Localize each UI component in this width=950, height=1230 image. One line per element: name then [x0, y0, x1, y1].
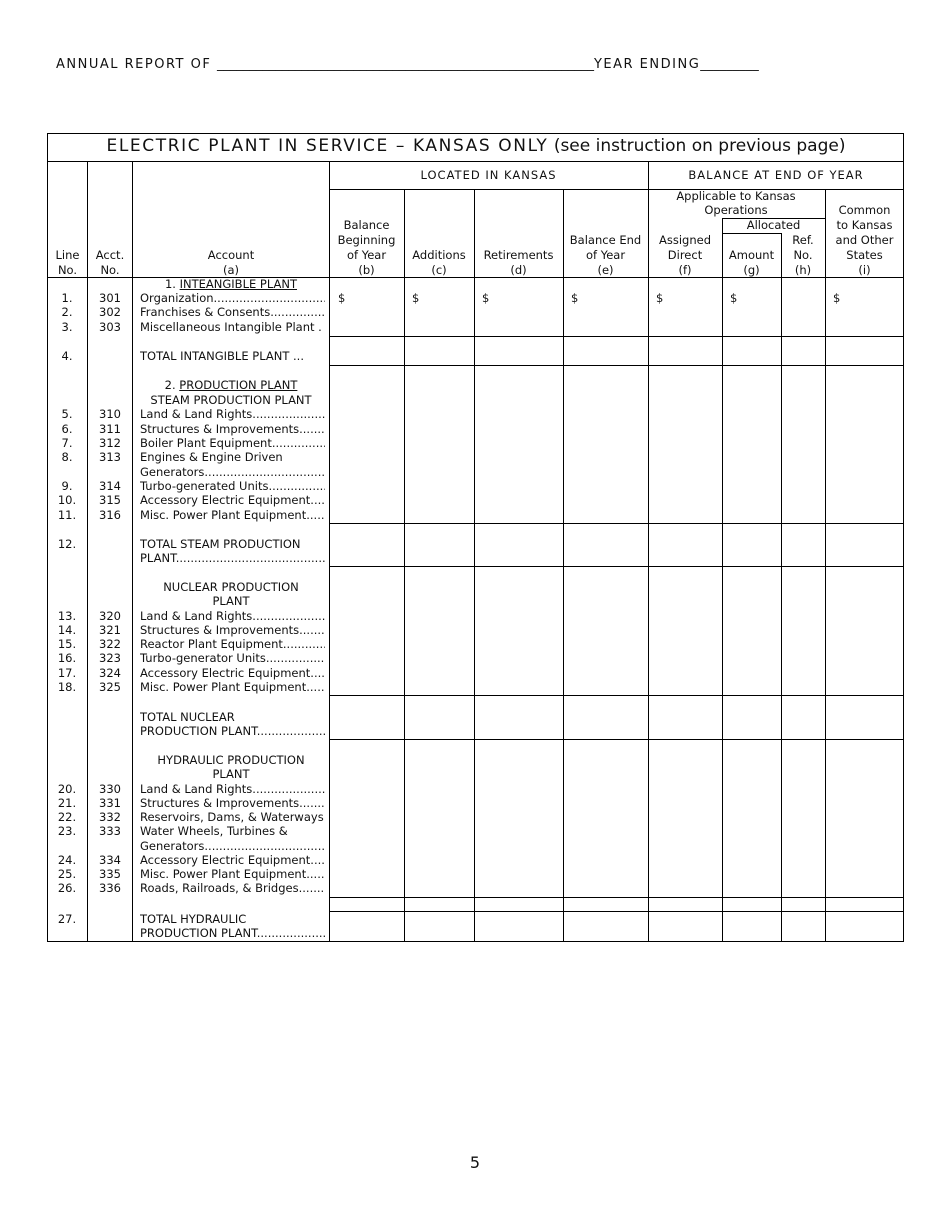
section-number: 2.: [164, 378, 176, 392]
account-name: [140, 926, 325, 940]
rule: [329, 911, 904, 912]
col-account-label: Account: [207, 248, 255, 262]
rule: [329, 695, 904, 696]
leader-dots: [299, 623, 325, 637]
account-name-text: Misc. Power Plant Equipment: [140, 867, 307, 881]
account-name-text: PRODUCTION PLANT: [140, 926, 257, 940]
account-number: 324: [99, 666, 121, 680]
leader-dots: [270, 305, 325, 319]
leader-dots: [310, 853, 325, 867]
account-name-text: Structures & Improvements: [140, 796, 300, 810]
leader-dots: [310, 666, 325, 680]
col-common: [825, 203, 904, 278]
account-name-text: Turbo-generator Units: [140, 651, 266, 665]
account-name-text: Accessory Electric Equipment: [140, 666, 311, 680]
rule: [329, 189, 904, 190]
col-acct-no-label: Acct. No.: [95, 248, 125, 277]
account-name: [140, 407, 325, 421]
line-number: 27.: [57, 912, 77, 926]
account-name: Reservoirs, Dams, & Waterways: [140, 810, 324, 824]
dollar-sign: $: [656, 291, 664, 305]
col-balance-beginning: [329, 218, 404, 278]
account-name: Engines & Engine Driven: [140, 450, 283, 464]
col-balance-end: [563, 233, 648, 278]
leader-dots: [268, 479, 325, 493]
account-name-text: Generators: [140, 465, 205, 479]
account-name-text: Land & Land Rights: [140, 782, 253, 796]
col-assigned-direct-label: Assigned Direct: [658, 233, 711, 262]
line-number: 26.: [57, 881, 77, 895]
table-title-main: ELECTRIC PLANT IN SERVICE – KANSAS ONLY: [106, 136, 549, 156]
col-ref-no: [781, 233, 825, 278]
line-number: 10.: [57, 493, 77, 507]
account-name-text: Structures & Improvements: [140, 422, 300, 436]
line-number: 11.: [57, 508, 77, 522]
leader-dots: [310, 493, 325, 507]
line-number: 9.: [61, 479, 73, 493]
col-line-no: [48, 248, 87, 278]
line-number: 12.: [57, 537, 77, 551]
account-number: 310: [99, 407, 121, 421]
account-number: 336: [99, 881, 121, 895]
account-name: [140, 609, 325, 623]
account-number: 315: [99, 493, 121, 507]
leader-dots: [283, 637, 325, 651]
line-number: 6.: [61, 422, 73, 436]
dollar-sign: $: [833, 291, 841, 305]
line-number: 1.: [61, 291, 73, 305]
account-name-text: Reactor Plant Equipment: [140, 637, 283, 651]
leader-dots: [306, 508, 325, 522]
account-number: 311: [99, 422, 121, 436]
col-common-letter: (i): [858, 263, 871, 277]
account-name-text: Generators: [140, 839, 205, 853]
col-balance-beginning-letter: (b): [358, 263, 375, 277]
account-name: TOTAL HYDRAULIC: [140, 912, 247, 926]
section-heading: [134, 378, 328, 392]
rule: [404, 189, 405, 942]
line-number: 17.: [57, 666, 77, 680]
col-ref-no-letter: (h): [794, 263, 812, 277]
subsection-heading: STEAM PRODUCTION PLANT: [150, 393, 312, 407]
leader-dots: [252, 782, 325, 796]
account-number: 303: [99, 320, 121, 334]
account-name: Water Wheels, Turbines &: [140, 824, 288, 838]
balance-end-of-year-header: BALANCE AT END OF YEAR: [688, 168, 864, 182]
rule: [329, 365, 904, 366]
line-number: 20.: [57, 782, 77, 796]
year-ending-label: YEAR ENDING: [593, 57, 701, 72]
leader-dots: [306, 680, 325, 694]
account-number: 332: [99, 810, 121, 824]
account-number: 335: [99, 867, 121, 881]
account-name: TOTAL INTANGIBLE PLANT ...: [140, 349, 304, 363]
account-number: 320: [99, 609, 121, 623]
account-number: 301: [99, 291, 121, 305]
line-number: 16.: [57, 651, 77, 665]
leader-dots: [266, 651, 325, 665]
leader-dots: [299, 796, 325, 810]
col-retirements: [474, 248, 563, 278]
rule: [329, 336, 904, 337]
account-name-text: Misc. Power Plant Equipment: [140, 680, 307, 694]
rule: [722, 233, 781, 234]
rule: [329, 566, 904, 567]
line-number: 13.: [57, 609, 77, 623]
account-name: [140, 493, 325, 507]
leader-dots: [299, 881, 325, 895]
account-name: [140, 782, 325, 796]
account-name-text: Accessory Electric Equipment: [140, 853, 311, 867]
account-number: 325: [99, 680, 121, 694]
account-name: [140, 724, 325, 738]
rule: [329, 739, 904, 740]
col-amount-letter: (g): [743, 263, 760, 277]
account-name: TOTAL STEAM PRODUCTION: [140, 537, 301, 551]
dollar-sign: $: [338, 291, 346, 305]
col-account: [133, 248, 329, 278]
col-balance-end-letter: (e): [597, 263, 614, 277]
leader-dots: [204, 465, 325, 479]
account-name: [140, 853, 325, 867]
rule: [132, 161, 133, 942]
col-balance-end-label: Balance End of Year: [569, 233, 642, 262]
line-number: 21.: [57, 796, 77, 810]
account-number: 323: [99, 651, 121, 665]
rule: [329, 161, 330, 942]
rule: [563, 189, 564, 942]
leader-dots: [252, 609, 325, 623]
col-additions-label: Additions: [412, 248, 466, 262]
leader-dots: [176, 551, 325, 565]
account-name-text: Roads, Railroads, & Bridges: [140, 881, 299, 895]
account-name-text: Misc. Power Plant Equipment: [140, 508, 307, 522]
col-additions: [404, 248, 474, 278]
rule: [329, 897, 904, 898]
account-number: 331: [99, 796, 121, 810]
rule: [722, 218, 723, 942]
account-number: 312: [99, 436, 121, 450]
annual-report-of-label: ANNUAL REPORT OF: [56, 57, 212, 72]
subsection-title: NUCLEAR PRODUCTION PLANT: [163, 580, 299, 609]
leader-dots: [272, 436, 325, 450]
col-assigned-direct-letter: (f): [678, 263, 692, 277]
account-name: TOTAL NUCLEAR: [140, 710, 235, 724]
account-number: 334: [99, 853, 121, 867]
rule: [47, 161, 904, 162]
account-number: 313: [99, 450, 121, 464]
account-number: 330: [99, 782, 121, 796]
account-name: [140, 508, 325, 522]
section-title: PRODUCTION PLANT: [179, 378, 298, 392]
account-name-text: Accessory Electric Equipment: [140, 493, 311, 507]
account-name: [140, 839, 325, 853]
dollar-sign: $: [571, 291, 579, 305]
account-name: [140, 551, 325, 565]
line-number: 8.: [61, 450, 73, 464]
section-title: INTEANGIBLE PLANT: [179, 277, 298, 291]
account-number: 321: [99, 623, 121, 637]
account-name: [140, 637, 325, 651]
rule: [825, 189, 826, 942]
account-name: [140, 680, 325, 694]
section-heading: [134, 277, 328, 291]
leader-dots: [252, 407, 325, 421]
col-additions-letter: (c): [431, 263, 447, 277]
account-name: [140, 436, 325, 450]
line-number: 14.: [57, 623, 77, 637]
dollar-sign: $: [412, 291, 420, 305]
account-name-text: Boiler Plant Equipment: [140, 436, 272, 450]
dollar-sign: $: [730, 291, 738, 305]
applicable-to-kansas-header: Applicable to Kansas Operations: [676, 189, 796, 217]
col-amount: [722, 248, 781, 278]
page-number: 5: [469, 1153, 481, 1172]
subsection-title: HYDRAULIC PRODUCTION PLANT: [157, 753, 305, 782]
account-name: [140, 291, 325, 305]
line-number: 4.: [61, 349, 73, 363]
account-number: 302: [99, 305, 121, 319]
line-number: 15.: [57, 637, 77, 651]
account-number: 322: [99, 637, 121, 651]
account-name: [140, 796, 325, 810]
account-name: [140, 422, 325, 436]
leader-dots: [299, 422, 325, 436]
leader-dots: [257, 724, 325, 738]
col-assigned-direct: [648, 233, 722, 278]
col-amount-label: Amount: [728, 248, 775, 262]
account-name: [140, 881, 325, 895]
dollar-sign: $: [482, 291, 490, 305]
account-name: [140, 305, 325, 319]
line-number: 3.: [61, 320, 73, 334]
line-number: 24.: [57, 853, 77, 867]
company-name-field[interactable]: __________________________________________________________: [216, 57, 594, 72]
account-name: [140, 867, 325, 881]
account-number: 333: [99, 824, 121, 838]
located-in-kansas-header: LOCATED IN KANSAS: [420, 168, 557, 182]
account-name-text: Structures & Improvements: [140, 623, 300, 637]
col-retirements-letter: (d): [510, 263, 527, 277]
account-number: 314: [99, 479, 121, 493]
table-title: [48, 136, 904, 156]
subsection-heading: [146, 580, 316, 609]
line-number: 18.: [57, 680, 77, 694]
col-common-label: Common to Kansas and Other States: [835, 203, 894, 262]
account-name-text: PLANT: [140, 551, 176, 565]
rule: [781, 233, 782, 942]
section-number: 1.: [164, 277, 176, 291]
subsection-heading: [146, 753, 316, 782]
account-name: [140, 465, 325, 479]
allocated-header: Allocated: [746, 218, 801, 232]
year-ending-field[interactable]: _________: [700, 57, 759, 72]
account-name: [140, 479, 325, 493]
account-name-text: Franchises & Consents: [140, 305, 271, 319]
account-name: [140, 623, 325, 637]
col-balance-beginning-label: Balance Beginning of Year: [337, 218, 396, 262]
account-number: 316: [99, 508, 121, 522]
table-title-note: (see instruction on previous page): [553, 136, 846, 156]
line-number: 23.: [57, 824, 77, 838]
rule: [474, 189, 475, 942]
line-number: 2.: [61, 305, 73, 319]
col-ref-no-label: Ref. No.: [792, 233, 814, 262]
line-number: 22.: [57, 810, 77, 824]
col-acct-no: [88, 248, 132, 278]
line-number: 5.: [61, 407, 73, 421]
col-line-no-label: Line No.: [55, 248, 80, 277]
account-name: [140, 666, 325, 680]
report-header: [56, 57, 759, 72]
col-account-letter: (a): [222, 263, 240, 277]
leader-dots: [306, 867, 325, 881]
account-name: [140, 651, 325, 665]
leader-dots: [214, 291, 325, 305]
rule: [648, 161, 649, 942]
leader-dots: [257, 926, 325, 940]
account-name-text: Land & Land Rights: [140, 609, 253, 623]
account-name-text: Organization: [140, 291, 214, 305]
rule: [329, 523, 904, 524]
account-name-text: Turbo-generated Units: [140, 479, 269, 493]
line-number: 7.: [61, 436, 73, 450]
account-name: Miscellaneous Intangible Plant .: [140, 320, 322, 334]
leader-dots: [204, 839, 325, 853]
line-number: 25.: [57, 867, 77, 881]
account-name-text: Land & Land Rights: [140, 407, 253, 421]
account-name-text: PRODUCTION PLANT: [140, 724, 257, 738]
col-retirements-label: Retirements: [483, 248, 554, 262]
